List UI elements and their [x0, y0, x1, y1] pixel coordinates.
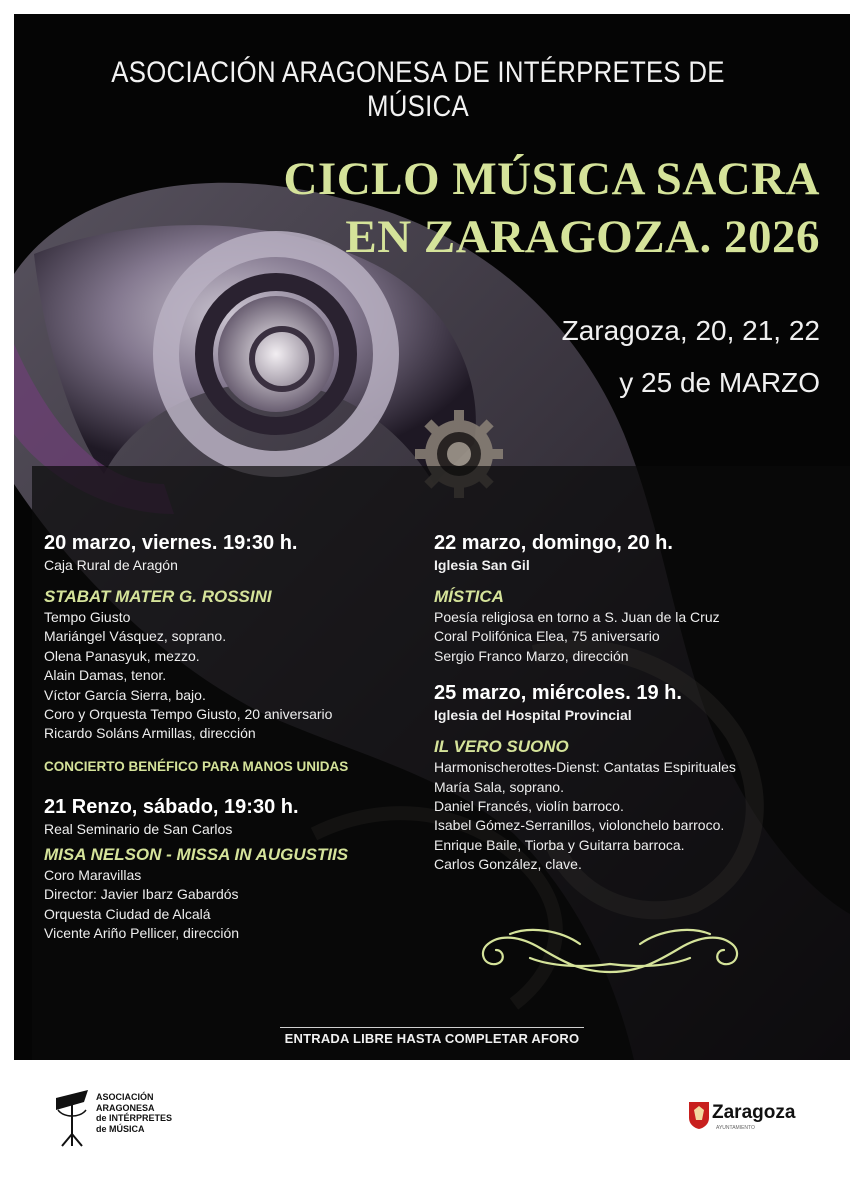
organization-heading: ASOCIACIÓN ARAGONESA DE INTÉRPRETES DE MÚSICA	[111, 56, 725, 123]
performer-line: Isabel Gómez-Serranillos, violonchelo barroco.	[434, 817, 725, 834]
event-work-title: MÍSTICA	[434, 587, 504, 606]
event-venue: Iglesia San Gil	[434, 557, 530, 573]
performer-line: Coro y Orquesta Tempo Giusto, 20 aniversario	[44, 706, 333, 723]
program-column-right	[434, 530, 814, 875]
performer-line: Coro Maravillas	[44, 866, 142, 883]
performer-line: Coral Polifónica Elea, 75 aniversario	[434, 628, 660, 645]
performer-line: Tempo Giusto	[44, 609, 131, 625]
event-20-marzo	[44, 530, 414, 776]
assoc-logo-line: de MÚSICA	[96, 1123, 145, 1134]
program-column-left	[44, 530, 414, 943]
dates-line-1: Zaragoza, 20, 21, 22	[561, 315, 820, 346]
performer-line: María Sala, soprano.	[434, 778, 564, 795]
performer-line: Orquesta Ciudad de Alcalá	[44, 905, 211, 922]
zaragoza-shield-icon	[688, 1100, 710, 1130]
event-22-marzo	[434, 530, 814, 666]
event-work-title: STABAT MATER G. ROSSINI	[44, 587, 272, 606]
performer-line: Mariángel Vásquez, soprano.	[44, 628, 227, 645]
assoc-logo-line: ASOCIACIÓN	[96, 1092, 154, 1102]
association-logo-text	[96, 1092, 172, 1134]
event-heading: 22 marzo, domingo, 20 h.	[434, 532, 673, 554]
event-work-title: IL VERO SUONO	[434, 737, 569, 757]
performer-line: Olena Panasyuk, mezzo.	[44, 647, 200, 664]
zaragoza-logo-text: Zaragoza	[712, 1102, 796, 1123]
ornament-flourish-icon	[470, 920, 750, 980]
performer-line: Alain Damas, tenor.	[44, 667, 167, 684]
performer-line: Ricardo Soláns Armillas, dirección	[44, 725, 256, 742]
cycle-title-line-1: CICLO MÚSICA SACRA	[283, 153, 820, 205]
cycle-title-line-2: EN ZARAGOZA. 2026	[345, 211, 820, 263]
assoc-logo-line: ARAGONESA	[96, 1102, 155, 1113]
zaragoza-logo-subtext: AYUNTAMIENTO	[716, 1125, 755, 1131]
event-work-title: MISA NELSON - MISSA IN AUGUSTIIS	[44, 844, 349, 864]
dates-line-2: y 25 de MARZO	[619, 367, 820, 398]
performer-line: Carlos González, clave.	[434, 856, 582, 873]
free-entry-note: ENTRADA LIBRE HASTA COMPLETAR AFORO	[280, 1027, 584, 1046]
benefit-concert-note: CONCIERTO BENÉFICO PARA MANOS UNIDAS	[44, 758, 349, 774]
event-venue: Real Seminario de San Carlos	[44, 820, 233, 837]
event-venue: Caja Rural de Aragón	[44, 557, 178, 573]
event-heading: 20 marzo, viernes. 19:30 h.	[44, 532, 298, 554]
performer-line: Daniel Francés, violín barroco.	[434, 798, 624, 815]
performer-line: Enrique Baile, Tiorba y Guitarra barroca.	[434, 836, 685, 853]
performer-line: Poesía religiosa en torno a S. Juan de la Cruz	[434, 609, 720, 625]
performer-line: Harmonischerottes-Dienst: Cantatas Espirituales	[434, 759, 736, 776]
event-heading: 25 marzo, miércoles. 19 h.	[434, 682, 682, 705]
event-performers	[44, 866, 414, 944]
event-performers	[434, 758, 814, 874]
event-performers	[434, 608, 814, 666]
event-21-marzo	[44, 794, 414, 944]
event-25-marzo	[434, 680, 814, 874]
assoc-logo-line: de INTÉRPRETES	[96, 1113, 173, 1123]
performer-line: Víctor García Sierra, bajo.	[44, 686, 206, 703]
performer-line: Director: Javier Ibarz Gabardós	[44, 886, 239, 903]
event-performers	[44, 608, 414, 744]
performer-line: Vicente Ariño Pellicer, dirección	[44, 925, 240, 942]
event-heading: 21 Renzo, sábado, 19:30 h.	[44, 795, 299, 818]
performer-line: Sergio Franco Marzo, dirección	[434, 647, 629, 664]
event-venue: Iglesia del Hospital Provincial	[434, 707, 632, 724]
